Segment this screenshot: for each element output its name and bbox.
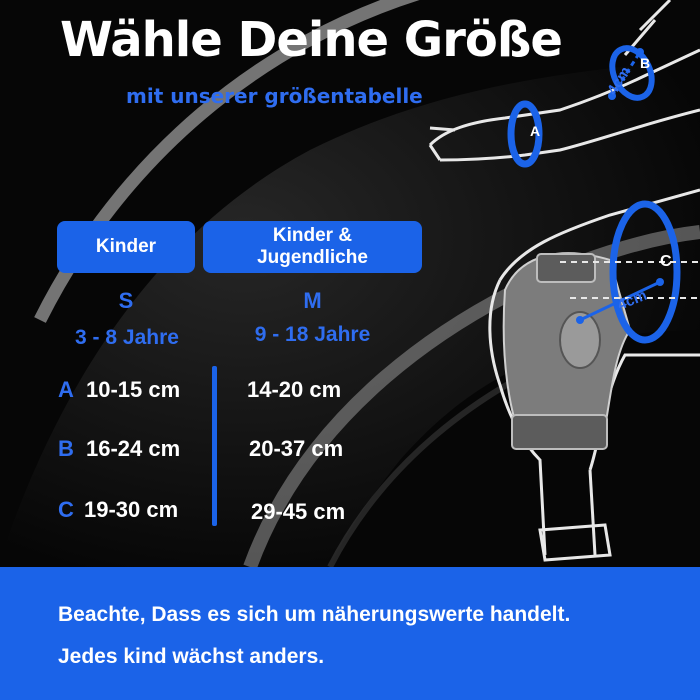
row-label-a: A bbox=[58, 377, 74, 402]
age-range-s: 3 - 8 Jahre bbox=[75, 326, 179, 349]
value-s-b: 16-24 cm bbox=[86, 436, 181, 461]
row-label-c: C bbox=[58, 497, 74, 522]
arm-label-a: A bbox=[530, 123, 541, 139]
value-s-c: 19-30 cm bbox=[84, 497, 179, 522]
value-m-b: 20-37 cm bbox=[249, 436, 344, 461]
column-header-label: Kinder & Jugendliche bbox=[257, 225, 368, 268]
footer-banner bbox=[0, 567, 700, 700]
size-m: M bbox=[303, 288, 322, 313]
value-m-c: 29-45 cm bbox=[251, 499, 346, 524]
row-label-b: B bbox=[58, 436, 74, 461]
size-s: S bbox=[118, 288, 134, 313]
knee-offset-label: 4cm bbox=[615, 286, 650, 314]
column-header-jugendliche bbox=[203, 221, 422, 273]
column-divider bbox=[212, 366, 217, 526]
knee-label-c: C bbox=[660, 253, 672, 270]
age-range-m: 9 - 18 Jahre bbox=[254, 323, 371, 346]
arm-label-b: B bbox=[640, 55, 651, 71]
column-header-label: Kinder bbox=[95, 236, 157, 258]
value-s-a: 10-15 cm bbox=[86, 377, 181, 402]
value-m-a: 14-20 cm bbox=[247, 377, 342, 402]
arm-offset-label: 4cm bbox=[603, 63, 635, 99]
page-subtitle: mit unserer größentabelle bbox=[126, 84, 423, 108]
knee-band-c bbox=[613, 204, 677, 340]
page-title: Wähle Deine Größe bbox=[60, 12, 562, 68]
footer-note-line2: Jedes kind wächst anders. bbox=[58, 645, 325, 668]
column-header-kinder bbox=[57, 221, 195, 273]
footer-note-line1: Beachte, Dass es sich um näherungswerte handelt. bbox=[58, 603, 571, 626]
